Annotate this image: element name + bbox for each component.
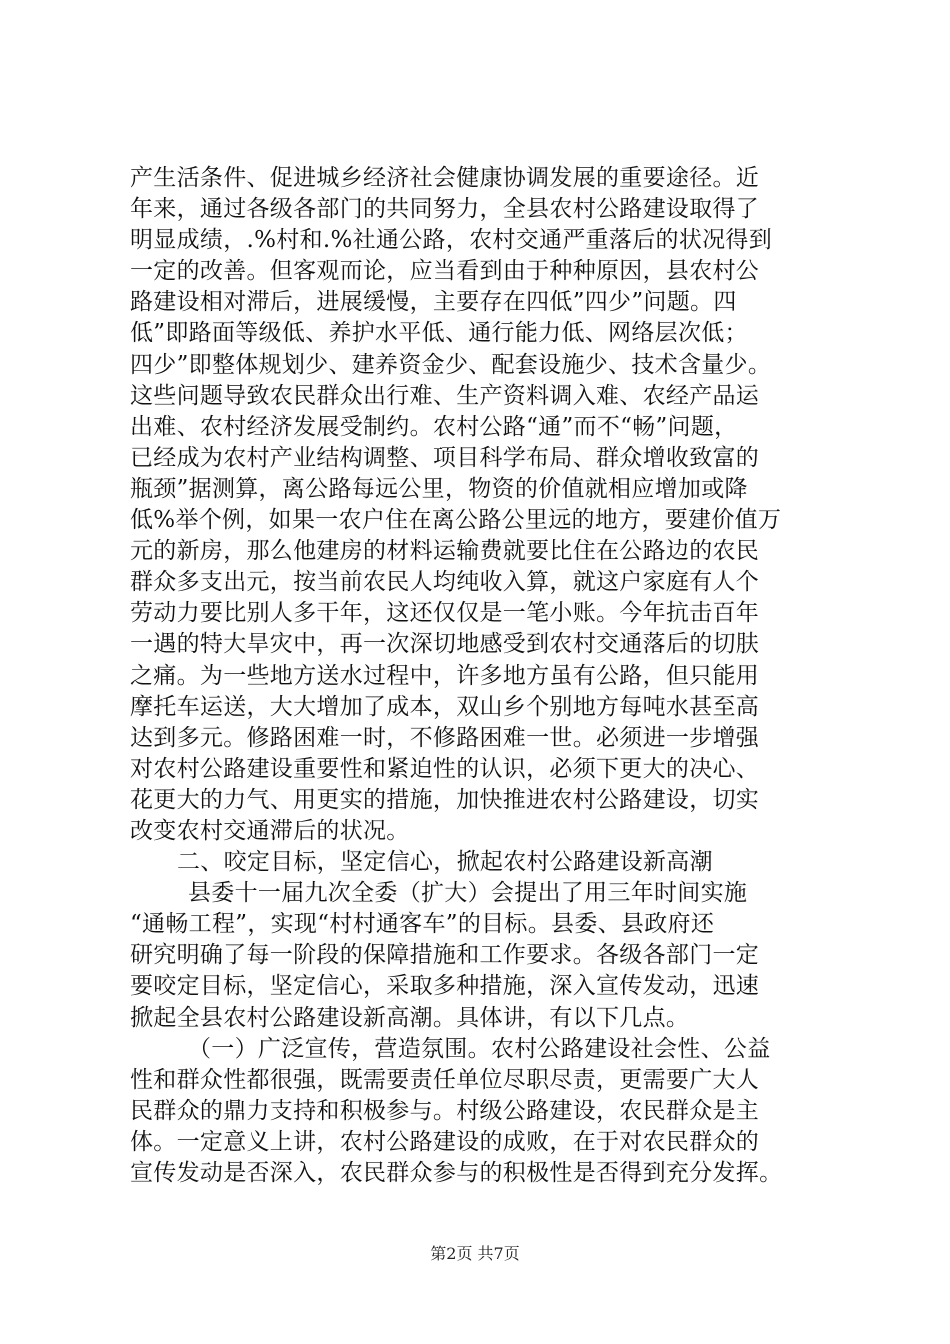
text-line: 这些问题导致农民群众出行难、生产资料调入难、农经产品运 <box>130 382 760 409</box>
text-line: 县委十一届九次全委（扩大）会提出了用三年时间实施 <box>188 880 748 907</box>
text-line: 低”即路面等级低、养护水平低、通行能力低、网络层次低； <box>130 320 748 347</box>
text-line: 明显成绩，.%村和.%社通公路，农村交通严重落后的状况得到 <box>130 227 773 254</box>
text-line: 出难、农村经济发展受制约。农村公路“通”而不“畅”问题， <box>130 413 738 440</box>
text-line: 路建设相对滞后，进展缓慢，主要存在四低”四少”问题。四 <box>130 289 737 316</box>
text-line: 一遇的特大旱灾中，再一次深切地感受到农村交通落后的切肤 <box>130 631 760 658</box>
text-line: 花更大的力气、用更实的措施，加快推进农村公路建设，切实 <box>130 786 760 813</box>
text-line: 改变农村交通滞后的状况。 <box>130 817 410 844</box>
text-line: 年来，通过各级各部门的共同努力，全县农村公路建设取得了 <box>130 196 760 223</box>
text-line: 瓶颈”据测算，离公路每远公里，物资的价值就相应增加或降 <box>130 475 748 502</box>
text-line: 民群众的鼎力支持和积极参与。村级公路建设，农民群众是主 <box>130 1097 760 1124</box>
text-line: 已经成为农村产业结构调整、项目科学布局、群众增收致富的 <box>130 444 760 471</box>
subsection-heading: （一）广泛宣传，营造氛围。农村公路建设社会性、公益 <box>188 1035 771 1062</box>
text-line: 低%举个例，如果一农户住在离公路公里远的地方，要建价值万 <box>130 507 782 534</box>
text-line: 一定的改善。但客观而论，应当看到由于种种原因，县农村公 <box>130 258 760 285</box>
text-line: 之痛。为一些地方送水过程中，许多地方虽有公路，但只能用 <box>130 662 760 689</box>
page-footer: 第2页 共7页 <box>430 1244 520 1263</box>
text-line: 摩托车运送，大大增加了成本，双山乡个别地方每吨水甚至高 <box>130 693 760 720</box>
text-line: 要咬定目标，坚定信心，采取多种措施，深入宣传发动，迅速 <box>130 973 760 1000</box>
text-line: 元的新房，那么他建房的材料运输费就要比住在公路边的农民 <box>130 538 760 565</box>
document-body <box>130 163 830 1189</box>
text-line: 掀起全县农村公路建设新高潮。具体讲，有以下几点。 <box>130 1004 690 1031</box>
text-line: 群众多支出元，按当前农民人均纯收入算，就这户家庭有人个 <box>130 569 760 596</box>
text-line: 宣传发动是否深入，农民群众参与的积极性是否得到充分发挥。 <box>130 1160 783 1186</box>
text-line: 研究明确了每一阶段的保障措施和工作要求。各级各部门一定 <box>130 942 760 969</box>
text-line: 对农村公路建设重要性和紧迫性的认识，必须下更大的决心、 <box>130 755 760 782</box>
text-line: 性和群众性都很强，既需要责任单位尽职尽责，更需要广大人 <box>130 1066 760 1093</box>
section-heading: 二、咬定目标，坚定信心，掀起农村公路建设新高潮 <box>177 849 713 876</box>
text-line: “通畅工程”，实现“村村通客车”的目标。县委、县政府还 <box>130 911 715 938</box>
text-line: 体。一定意义上讲，农村公路建设的成败，在于对农民群众的 <box>130 1128 760 1155</box>
text-line: 产生活条件、促进城乡经济社会健康协调发展的重要途径。近 <box>130 165 760 191</box>
text-line: 达到多元。修路困难一时，不修路困难一世。必须进一步增强 <box>130 724 760 751</box>
text-line: 四少”即整体规划少、建养资金少、配套设施少、技术含量少。 <box>130 351 772 378</box>
text-line: 劳动力要比别人多干年，这还仅仅是一笔小账。今年抗击百年 <box>130 600 760 627</box>
